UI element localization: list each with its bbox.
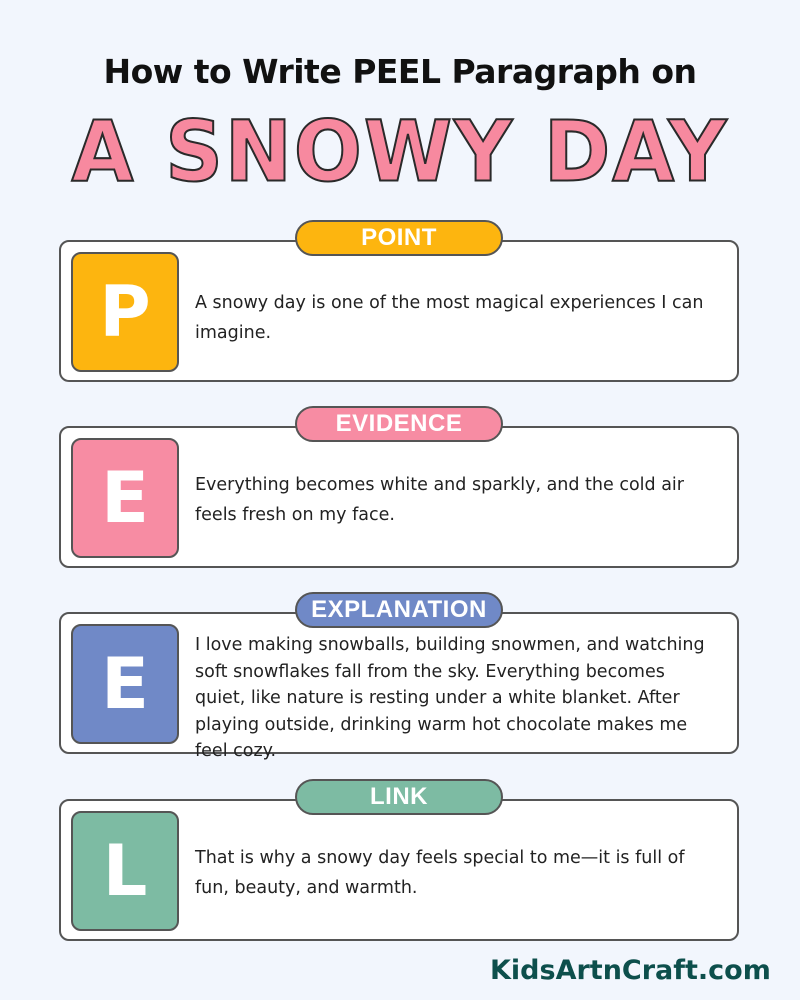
evidence-letter-tile: E — [71, 438, 179, 558]
link-card — [59, 799, 739, 941]
evidence-card — [59, 426, 739, 568]
footer-brand: KidsArtnCraft.com — [490, 955, 771, 986]
link-letter-tile: L — [71, 811, 179, 931]
link-badge: LINK — [295, 779, 503, 815]
explanation-card — [59, 612, 739, 761]
link-text: That is why a snowy day feels special to me—it is full of fun, beauty, and warmth. — [195, 848, 685, 898]
point-text: A snowy day is one of the most magical experiences I can imagine. — [195, 293, 704, 343]
explanation-badge: EXPLANATION — [295, 592, 503, 628]
evidence-badge: EVIDENCE — [295, 406, 503, 442]
point-badge: POINT — [295, 220, 503, 256]
explanation-text: I love making snowballs, building snowmen, and watching soft snowflakes fall from the sky. Everything becomes quiet, like nature is resting under a white blanket. After playing outside, drinking warm hot chocolate makes me feel cozy. — [195, 635, 705, 761]
point-letter-tile: P — [71, 252, 179, 372]
evidence-text: Everything becomes white and sparkly, and the cold air feels fresh on my face. — [195, 475, 684, 525]
explanation-letter-tile: E — [71, 624, 179, 744]
point-card — [59, 240, 739, 382]
page-subtitle: How to Write PEEL Paragraph on — [103, 52, 697, 91]
page-title: A SNOWY DAY — [71, 102, 729, 201]
